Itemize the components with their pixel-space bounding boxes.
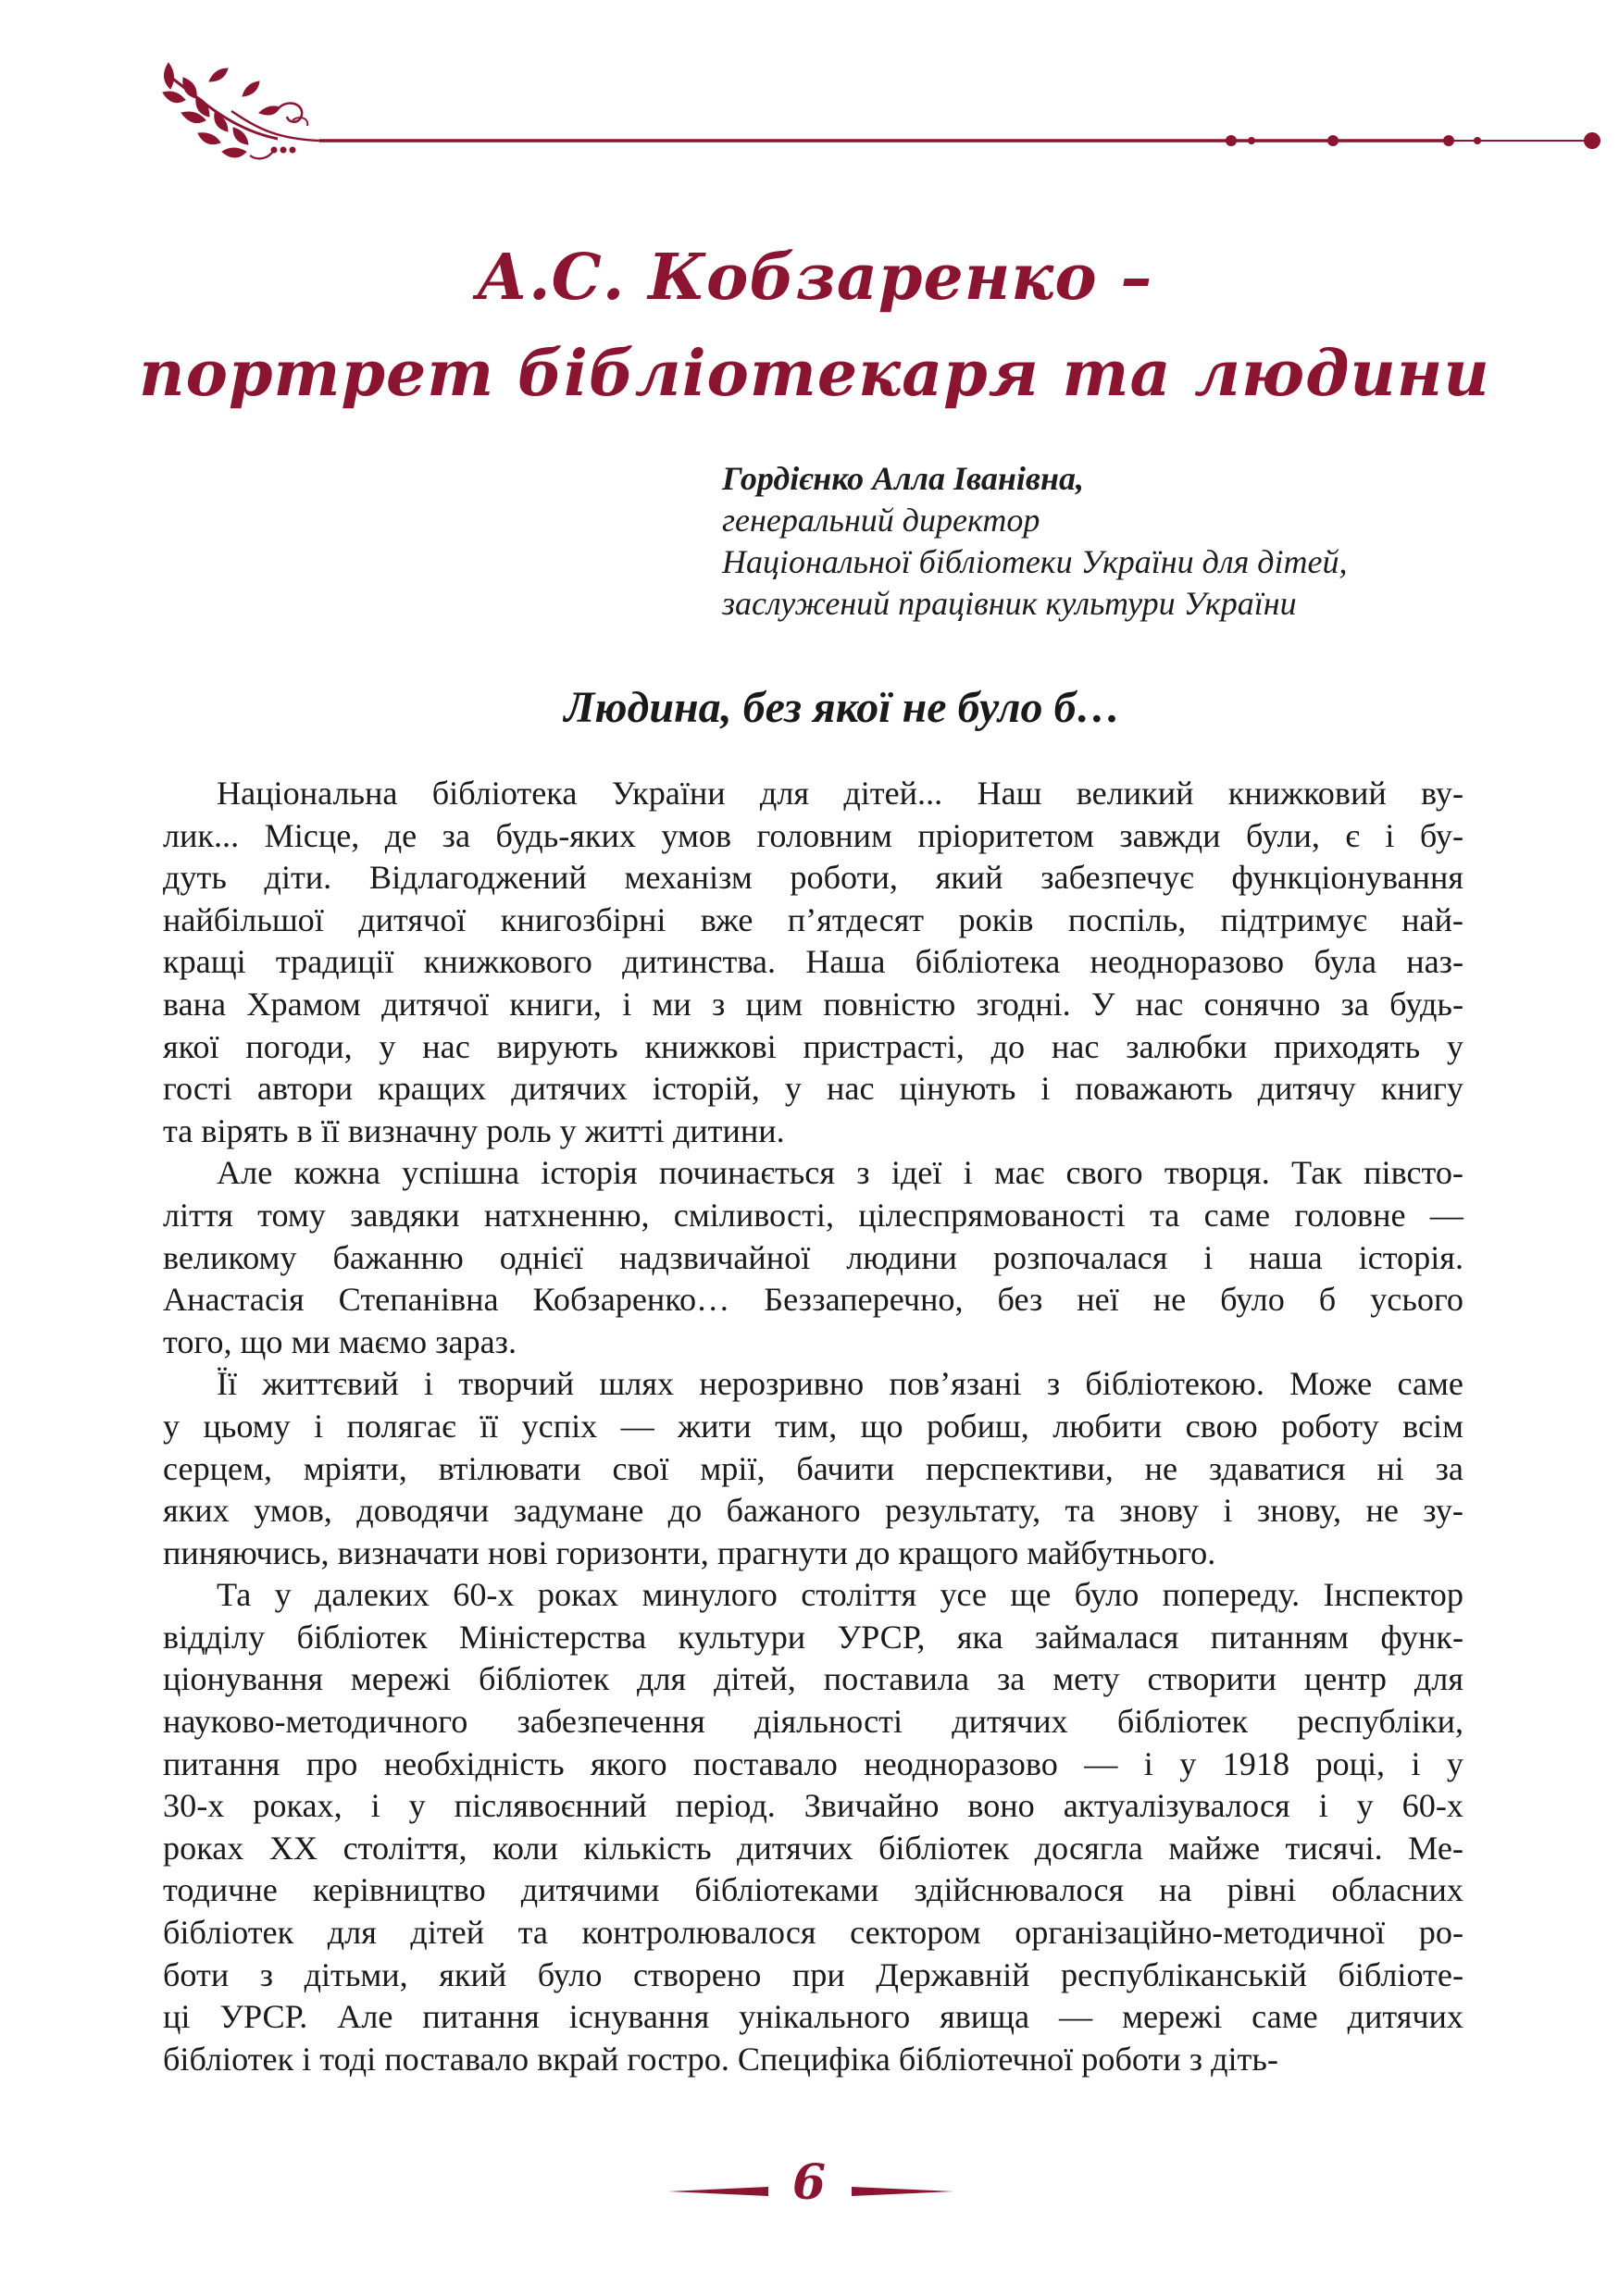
author-name: Гордієнко Алла Іванівна, <box>722 460 1084 497</box>
text-line: роках XX століття, коли кількість дитячих бібліотек досягла майже тисячі. Ме- <box>163 1829 1463 1867</box>
header-ornament <box>0 0 1619 213</box>
text-line: Анастасія Степанівна Кобзаренко… Беззаперечно, без неї не було б усього <box>163 1281 1463 1319</box>
text-line: та вірять в її визначну роль у житті дитини. <box>163 1111 785 1149</box>
text-line: яких умов, доводячи задумане до бажаного результату, та знову і знову, не зу- <box>163 1492 1463 1530</box>
text-line: пиняючись, визначати нові горизонти, прагнути до кращого майбутнього. <box>163 1533 1216 1571</box>
text-line: бібліотек і тоді поставало вкрай гостро. Специфіка бібліотечної роботи з діть- <box>163 2040 1278 2078</box>
text-line: ціонування мережі бібліотек для дітей, поставила за мету створити центр для <box>163 1660 1463 1698</box>
article-body <box>163 773 1463 2080</box>
paragraph <box>163 1363 1463 1574</box>
text-line: ліття тому завдяки натхненню, сміливості, цілеспрямованості та саме головне — <box>163 1196 1463 1234</box>
page-number: 6 <box>791 2154 827 2211</box>
text-line: вана Храмом дитячої книги, і ми з цим повністю згодні. У нас сонячно за будь- <box>163 985 1463 1023</box>
text-line: гості автори кращих дитячих історій, у нас цінують і поважають дитячу книгу <box>163 1070 1463 1108</box>
text-line: Національна бібліотека України для дітей... Наш великий книжковий ву- <box>217 775 1463 812</box>
paragraph <box>163 1574 1463 2080</box>
text-line: бібліотек для дітей та контролювалося сектором організаційно-методичної ро- <box>163 1914 1463 1952</box>
author-role-3: заслужений працівник культури України <box>722 585 1297 622</box>
text-line: того, що ми маємо зараз. <box>163 1322 517 1360</box>
text-line: боти з дітьми, який було створено при Державній республіканській бібліоте- <box>163 1955 1463 1993</box>
page-title <box>120 230 1509 422</box>
paragraph <box>163 773 1463 1152</box>
paragraph <box>163 1152 1463 1363</box>
text-line: науково-методичного забезпечення діяльності дитячих бібліотек республіки, <box>163 1703 1463 1741</box>
text-line: питання про необхідність якого поставало неодноразово — і у 1918 році, і у <box>163 1744 1463 1782</box>
floral-branch-icon <box>163 63 319 158</box>
author-block <box>722 458 1555 625</box>
text-line: у цьому і полягає її успіх — жити тим, що робиш, любити свою роботу всім <box>163 1407 1463 1445</box>
author-role-1: генеральний директор <box>722 502 1040 539</box>
author-role-2: Національної бібліотеки України для дітей, <box>722 543 1348 580</box>
text-line: кращі традиції книжкового дитинства. Наша бібліотека неодноразово була наз- <box>163 943 1463 981</box>
text-line: дуть діти. Відлагоджений механізм роботи, який забезпечує функціонування <box>163 859 1463 897</box>
text-line: тодичне керівництво дитячими бібліотеками здійснювалося на рівні обласних <box>163 1871 1463 1909</box>
text-line: великому бажанню однієї надзвичайної людини розпочалася і наша історія. <box>163 1238 1463 1276</box>
text-line: Але кожна успішна історія починається з ідеї і має свого творця. Так півсто- <box>217 1154 1463 1192</box>
text-line: ці УРСР. Але питання існування унікального явища — мережі саме дитячих <box>163 1998 1463 2036</box>
text-line: Її життєвий і творчий шлях нерозривно пов’язані з бібліотекою. Може саме <box>217 1365 1463 1403</box>
title-line-1: А.С. Кобзаренко – <box>476 241 1153 315</box>
text-line: відділу бібліотек Міністерства культури УРСР, яка займалася питанням функ- <box>163 1618 1463 1656</box>
text-line: Та у далеких 60-х роках минулого століття усе ще було попереду. Інспектор <box>217 1576 1463 1614</box>
text-line: серцем, мріяти, втілювати свої мрії, бачити перспективи, не здаватися ні за <box>163 1449 1463 1487</box>
title-line-2: портрет бібліотекаря та людини <box>139 337 1490 411</box>
text-line: лик... Місце, де за будь-яких умов головним пріоритетом завжди були, є і бу- <box>163 816 1463 854</box>
text-line: 30-х роках, і у післявоєнний період. Звичайно воно актуалізувалося і у 60-х <box>163 1787 1463 1825</box>
text-line: якої погоди, у нас вирують книжкові пристрасті, до нас залюбки приходять у <box>163 1027 1463 1065</box>
section-heading: Людина, без якої не було б… <box>564 683 1121 732</box>
text-line: найбільшої дитячої книгозбірні вже п’ятдесят років поспіль, підтримує най- <box>163 900 1463 938</box>
